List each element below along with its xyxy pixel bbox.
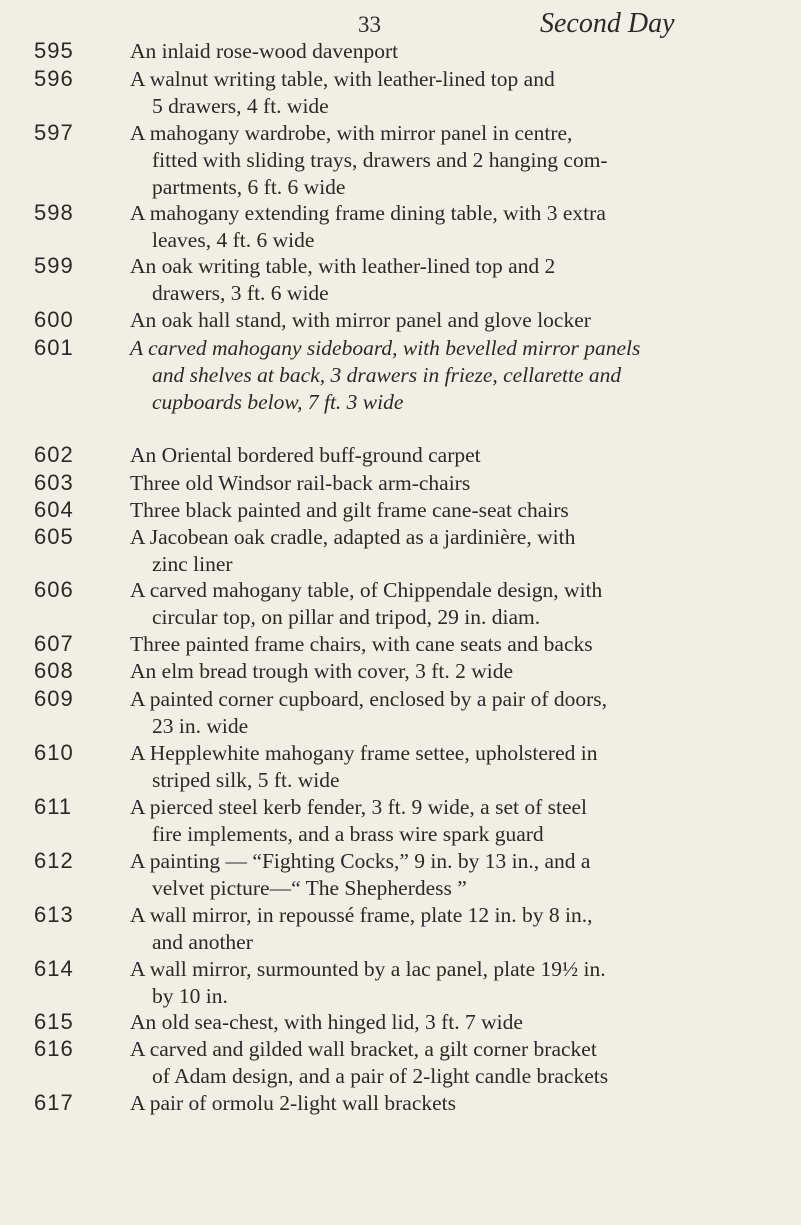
lot-description (130, 740, 796, 794)
lot-description-line: A pair of ormolu 2-light wall brackets (130, 1091, 457, 1115)
lot-description (130, 442, 796, 469)
lot-description-line: A walnut writing table, with leather-lined top and (130, 67, 555, 91)
lot-description (130, 686, 796, 740)
lot-number: 617 (34, 1090, 74, 1115)
lot-number: 602 (34, 442, 74, 467)
lot-number: 608 (34, 658, 74, 683)
lot-description-line: A mahogany extending frame dining table, with 3 extra (130, 201, 606, 225)
lot-description-line: and another (152, 930, 253, 954)
lot-description-line: striped silk, 5 ft. wide (152, 768, 340, 792)
lot-description (130, 524, 796, 578)
lot-description-line: An old sea-chest, with hinged lid, 3 ft. 7 wide (130, 1010, 523, 1034)
lot-description-line: of Adam design, and a pair of 2-light candle brackets (152, 1064, 609, 1088)
lot-description-line: drawers, 3 ft. 6 wide (152, 281, 329, 305)
lot-description-line: An oak hall stand, with mirror panel and glove locker (130, 308, 591, 332)
lot-description-line: circular top, on pillar and tripod, 29 in. diam. (152, 605, 541, 629)
lot-description (130, 200, 796, 254)
lot-number: 607 (34, 631, 74, 656)
lot-description-line: A wall mirror, surmounted by a lac panel, plate 19½ in. (130, 957, 606, 981)
lot-description (130, 335, 796, 416)
lot-description (130, 1036, 796, 1090)
lot-number: 609 (34, 686, 74, 711)
lot-description-line: 23 in. wide (152, 714, 249, 738)
lot-description (130, 307, 796, 334)
lot-number: 599 (34, 253, 74, 278)
lot-description (130, 794, 796, 848)
lot-number: 604 (34, 497, 74, 522)
page-number: 33 (358, 12, 381, 37)
lot-number: 615 (34, 1009, 74, 1034)
lot-number: 614 (34, 956, 74, 981)
lot-number: 610 (34, 740, 74, 765)
lot-description-line: Three painted frame chairs, with cane seats and backs (130, 632, 593, 656)
lot-description (130, 470, 796, 497)
lot-description (130, 253, 796, 307)
lot-number: 616 (34, 1036, 74, 1061)
lot-description (130, 497, 796, 524)
lot-description-line: A carved and gilded wall bracket, a gilt corner bracket (130, 1037, 597, 1061)
lot-description-line: A mahogany wardrobe, with mirror panel in centre, (130, 121, 573, 145)
lot-number: 595 (34, 38, 74, 63)
lot-description (130, 848, 796, 902)
lot-number: 611 (34, 794, 73, 819)
lot-description (130, 902, 796, 956)
lot-number: 601 (34, 335, 74, 360)
lot-description-line: A pierced steel kerb fender, 3 ft. 9 wide, a set of steel (130, 795, 588, 819)
lot-number: 600 (34, 307, 74, 332)
lot-number: 612 (34, 848, 74, 873)
lot-description-line: A Hepplewhite mahogany frame settee, upholstered in (130, 741, 598, 765)
lot-description-line: and shelves at back, 3 drawers in frieze, cellarette and (152, 363, 622, 387)
lot-description-line: velvet picture—“ The Shepherdess ” (152, 876, 467, 900)
lot-number: 606 (34, 577, 74, 602)
lot-description-line: 5 drawers, 4 ft. wide (152, 94, 329, 118)
lot-description-line: A carved mahogany table, of Chippendale design, with (130, 578, 603, 602)
lot-description-line: cupboards below, 7 ft. 3 wide (152, 390, 404, 414)
lot-description-line: Three old Windsor rail-back arm-chairs (130, 471, 471, 495)
lot-description (130, 120, 796, 201)
lot-description (130, 1009, 796, 1036)
lot-number: 603 (34, 470, 74, 495)
lot-description-line: Three black painted and gilt frame cane-seat chairs (130, 498, 569, 522)
lot-number: 605 (34, 524, 74, 549)
lot-description-line: An inlaid rose-wood davenport (130, 39, 399, 63)
lot-description-line: fitted with sliding trays, drawers and 2 hanging com- (152, 148, 608, 172)
lot-description-line: by 10 in. (152, 984, 228, 1008)
lot-description-line: A Jacobean oak cradle, adapted as a jardinière, with (130, 525, 576, 549)
lot-description-line: An oak writing table, with leather-lined top and 2 (130, 254, 556, 278)
lot-description-line: fire implements, and a brass wire spark guard (152, 822, 544, 846)
lot-description (130, 658, 796, 685)
lot-description (130, 38, 796, 65)
lot-number: 613 (34, 902, 74, 927)
lot-description (130, 66, 796, 120)
lot-number: 597 (34, 120, 74, 145)
lot-description-line: A carved mahogany sideboard, with bevelled mirror panels (130, 336, 641, 360)
running-title: Second Day (540, 8, 675, 39)
lot-description (130, 956, 796, 1010)
lot-description (130, 1090, 796, 1117)
lot-description-line: An elm bread trough with cover, 3 ft. 2 wide (130, 659, 514, 683)
lot-description-line: leaves, 4 ft. 6 wide (152, 228, 315, 252)
lot-description-line: zinc liner (152, 552, 233, 576)
lot-description-line: A wall mirror, in repoussé frame, plate 12 in. by 8 in., (130, 903, 593, 927)
lot-description-line: partments, 6 ft. 6 wide (152, 175, 346, 199)
lot-number: 598 (34, 200, 74, 225)
lot-description-line: A painting — “Fighting Cocks,” 9 in. by 13 in., and a (130, 849, 591, 873)
lot-number: 596 (34, 66, 74, 91)
lot-description (130, 631, 796, 658)
lot-description (130, 577, 796, 631)
lot-description-line: A painted corner cupboard, enclosed by a pair of doors, (130, 687, 608, 711)
lot-description-line: An Oriental bordered buff-ground carpet (130, 443, 481, 467)
